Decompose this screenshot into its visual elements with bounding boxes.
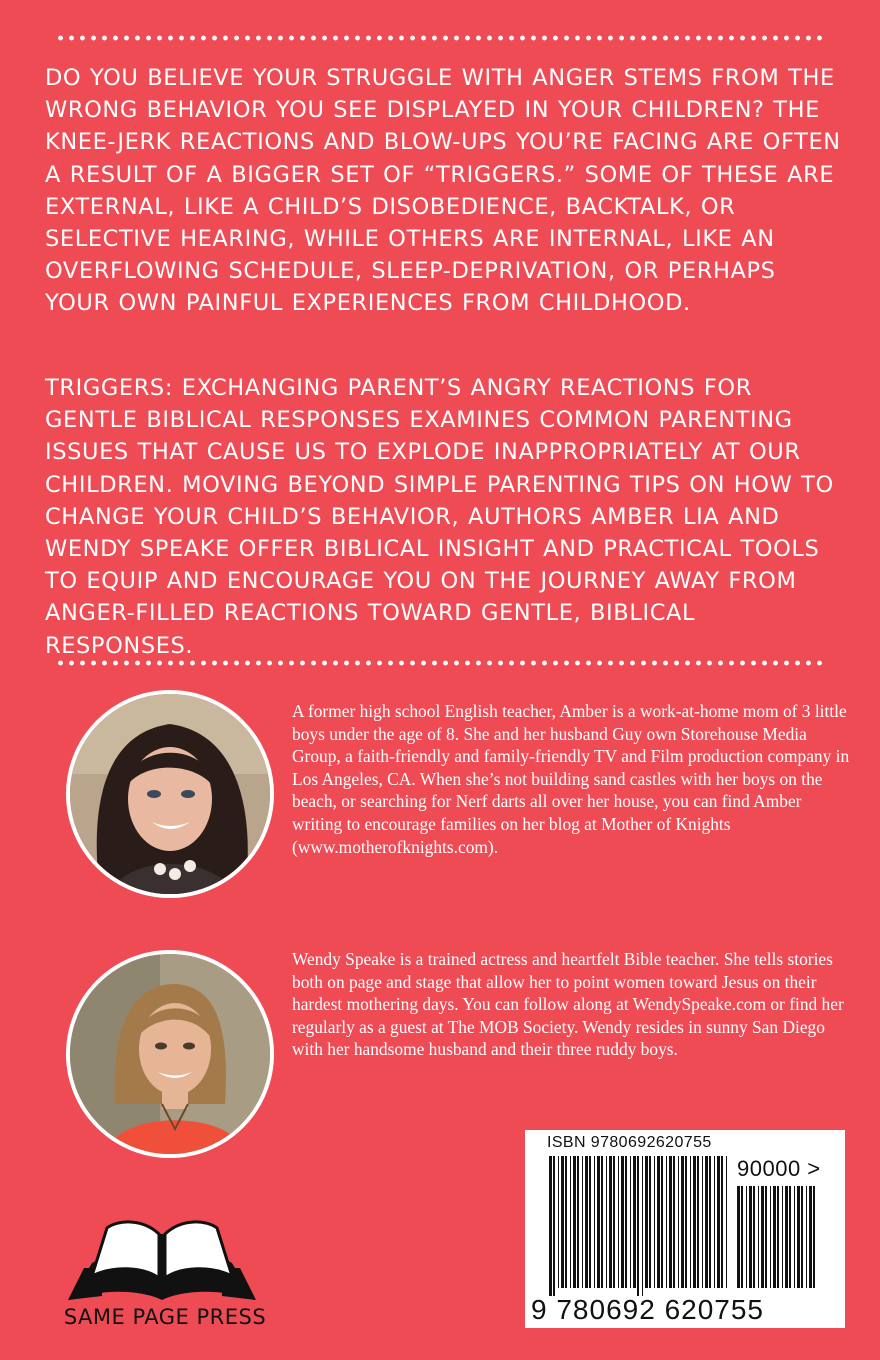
- barcode-bar: [714, 1156, 715, 1288]
- barcode-bar: [761, 1186, 764, 1288]
- author-photo-amber: [66, 690, 274, 898]
- book-logo-icon: [62, 1208, 262, 1303]
- barcode-bar: [709, 1156, 711, 1288]
- isbn-label: ISBN 9780692620755: [547, 1134, 712, 1151]
- barcode-bar: [726, 1156, 727, 1288]
- barcode-bar: [613, 1156, 615, 1288]
- barcode-bar: [758, 1186, 759, 1288]
- barcode-bar: [630, 1156, 631, 1288]
- barcode-bar: [678, 1156, 679, 1288]
- barcode-bar: [753, 1186, 755, 1288]
- barcode-bar: [669, 1156, 672, 1288]
- blurb-paragraph-1: DO YOU BELIEVE YOUR STRUGGLE WITH ANGER STEMS FROM THE WRONG BEHAVIOR YOU SEE DISPLAYED IN YOUR CHILDREN? THE KNEE-JERK REACTIONS AND BLOW-UPS YOU’RE FACING ARE OFTEN A RESULT OF A BIGGER SET OF “TRIGGERS.” SOME OF THESE ARE EXTERNAL, LIKE A CHILD’S DISOBEDIENCE, BACKTALK, OR SELECTIVE HEARING, WHILE OTHERS ARE INTERNAL, LIKE AN OVERFLOWING SCHEDULE, SLEEP-DEPRIVATION, OR PERHAPS YOUR OWN PAINFUL EXPERIENCES FROM CHILDHOOD.: [45, 65, 841, 317]
- barcode-bar: [806, 1186, 807, 1288]
- barcode-bar: [633, 1156, 636, 1288]
- barcode-bar: [777, 1186, 779, 1288]
- barcode-bar: [601, 1156, 603, 1288]
- barcode-bar: [801, 1186, 803, 1288]
- barcode-bar: [645, 1156, 648, 1288]
- barcode-bar: [637, 1156, 639, 1296]
- barcode-bar: [582, 1156, 583, 1288]
- author-bio-wendy: Wendy Speake is a trained actress and heartfelt Bible teacher. She tells stories both on page and stage that allow her to point women toward Jesus on their hardest mothering days. You can follow along at WendySpeake.com or find her regularly as a guest at The MOB Society. Wendy resides in sunny San Diego with her handsome husband and their three ruddy boys.: [292, 949, 844, 1060]
- barcode-addon-bars: [737, 1186, 817, 1296]
- barcode-bar: [577, 1156, 579, 1288]
- barcode-bar: [705, 1156, 708, 1288]
- barcode-bar: [702, 1156, 703, 1288]
- barcode-bar: [721, 1156, 723, 1288]
- dotted-divider-bottom: [55, 660, 825, 666]
- barcode-bar: [770, 1186, 771, 1288]
- barcode-bar: [765, 1186, 767, 1288]
- barcode-bar: [585, 1156, 588, 1288]
- barcode-bar: [741, 1186, 743, 1288]
- barcode-bar: [746, 1186, 747, 1288]
- barcode-bar: [621, 1156, 624, 1288]
- barcode-bar: [809, 1186, 812, 1288]
- barcode-bar: [558, 1156, 559, 1288]
- blurb-paragraph-2: TRIGGERS: EXCHANGING PARENT’S ANGRY REACTIONS FOR GENTLE BIBLICAL RESPONSES EXAMINES COMMON PARENTING ISSUES THAT CAUSE US TO EXPLODE INAPPROPRIATELY AT OUR CHILDREN. MOVING BEYOND SIMPLE PARENTING TIPS ON HOW TO CHANGE YOUR CHILD’S BEHAVIOR, AUTHORS AMBER LIA AND WENDY SPEAKE OFFER BIBLICAL INSIGHT AND PRACTICAL TOOLS TO EQUIP AND ENCOURAGE YOU ON THE JOURNEY AWAY FROM ANGER-FILLED REACTIONS TOWARD GENTLE, BIBLICAL RESPONSES.: [45, 375, 834, 659]
- barcode-bar: [657, 1156, 660, 1288]
- barcode-bar: [649, 1156, 651, 1288]
- barcode-bar: [697, 1156, 699, 1288]
- author-photo-wendy: [66, 950, 274, 1158]
- barcode-bar: [570, 1156, 571, 1288]
- barcode-bar: [642, 1156, 643, 1296]
- barcode-bar: [654, 1156, 655, 1288]
- barcode-bar: [737, 1186, 740, 1288]
- barcode-bar: [717, 1156, 720, 1288]
- barcode-bar: [553, 1156, 555, 1296]
- barcode-bar: [589, 1156, 591, 1288]
- barcode-bar: [773, 1186, 776, 1288]
- barcode-bar: [797, 1186, 800, 1288]
- price-code: 90000 >: [737, 1156, 821, 1181]
- barcode-bars: [549, 1156, 729, 1296]
- dotted-divider-top: [55, 35, 825, 41]
- barcode-bar: [813, 1186, 815, 1288]
- barcode-bar: [609, 1156, 612, 1288]
- barcode-bar: [782, 1186, 783, 1288]
- isbn-barcode: [525, 1130, 845, 1328]
- barcode-bar: [618, 1156, 619, 1288]
- barcode-bar: [690, 1156, 691, 1288]
- barcode-bar: [597, 1156, 600, 1288]
- barcode-bar: [594, 1156, 595, 1288]
- barcode-bar: [789, 1186, 791, 1288]
- barcode-bar: [666, 1156, 667, 1288]
- barcode-bar: [625, 1156, 627, 1288]
- barcode-bar: [749, 1186, 752, 1288]
- barcode-bar: [661, 1156, 663, 1288]
- barcode-bar: [573, 1156, 576, 1288]
- barcode-bar: [565, 1156, 567, 1288]
- barcode-bar: [685, 1156, 687, 1288]
- barcode-bar: [785, 1186, 788, 1288]
- author-bio-amber: A former high school English teacher, Amber is a work-at-home mom of 3 little boys under the age of 8. She and her husband Guy own Storehouse Media Group, a faith-friendly and family-friendly TV and Film production company in Los Angeles, CA. When she’s not building sand castles with her boys on the beach, or searching for Nerf darts all over her house, you can find Amber writing to encourage families on her blog at Mother of Knights (www.motherofknights.com).: [292, 701, 850, 857]
- publisher-name: SAME PAGE PRESS: [63, 1305, 267, 1329]
- barcode-bar: [561, 1156, 564, 1288]
- barcode-bar: [693, 1156, 696, 1288]
- barcode-bar: [549, 1156, 552, 1296]
- barcode-bar: [673, 1156, 675, 1288]
- barcode-bar: [681, 1156, 684, 1288]
- isbn-digits: 9 780692 620755: [531, 1294, 764, 1325]
- barcode-bar: [794, 1186, 795, 1288]
- barcode-bar: [606, 1156, 607, 1288]
